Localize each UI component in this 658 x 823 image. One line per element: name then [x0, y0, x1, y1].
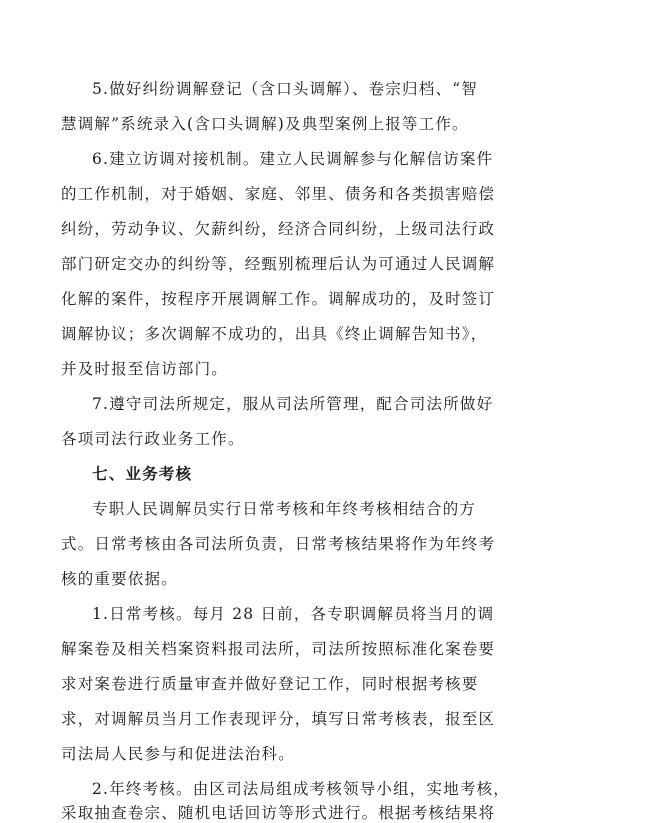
text-line-para-3: 核的重要依据。 — [61, 570, 178, 588]
text-line-item6-3: 纠纷，劳动争议、欠薪纠纷，经济合同纠纷，上级司法行政 — [61, 220, 496, 238]
text-line-daily-1: 1.日常考核。每月 28 日前，各专职调解员将当月的调 — [92, 605, 495, 623]
text-line-item5-2: 慧调解”系统录入(含口头调解)及典型案例上报等工作。 — [61, 115, 469, 133]
text-line-daily-4: 求，对调解员当月工作表现评分，填写日常考核表，报至区 — [61, 710, 496, 728]
text-line-daily-2: 解案卷及相关档案资料报司法所，司法所按照标准化案卷要 — [61, 640, 496, 658]
text-line-para-1: 专职人民调解员实行日常考核和年终考核相结合的方 — [92, 500, 477, 518]
text-line-item6-6: 调解协议；多次调解不成功的，出具《终止调解告知书》， — [61, 325, 488, 343]
section-heading: 七、业务考核 — [92, 465, 193, 483]
text-line-item7-2: 各项司法行政业务工作。 — [61, 430, 245, 448]
text-line-para-2: 式。日常考核由各司法所负责，日常考核结果将作为年终考 — [61, 535, 496, 553]
text-line-item7-1: 7.遵守司法所规定，服从司法所管理，配合司法所做好 — [92, 395, 494, 413]
text-line-annual-1: 2.年终考核。由区司法局组成考核领导小组，实地考核， — [92, 780, 510, 798]
text-line-item6-4: 部门研定交办的纠纷等，经甄别梳理后认为可通过人民调解 — [61, 255, 496, 273]
text-line-item6-7: 并及时报至信访部门。 — [61, 360, 229, 378]
text-line-annual-2: 采取抽查卷宗、随机电话回访等形式进行。根据考核结果将 — [61, 804, 496, 822]
text-line-item5-1: 5.做好纠纷调解登记（含口头调解）、卷宗归档、“智 — [92, 80, 478, 98]
text-line-item6-1: 6.建立访调对接机制。建立人民调解参与化解信访案件 — [92, 150, 494, 168]
text-line-item6-2: 的工作机制，对于婚姻、家庭、邻里、债务和各类损害赔偿 — [61, 185, 496, 203]
text-line-daily-5: 司法局人民参与和促进法治科。 — [61, 745, 295, 763]
text-line-item6-5: 化解的案件，按程序开展调解工作。调解成功的，及时签订 — [61, 290, 496, 308]
text-line-daily-3: 求对案卷进行质量审查并做好登记工作，同时根据考核要 — [61, 675, 479, 693]
